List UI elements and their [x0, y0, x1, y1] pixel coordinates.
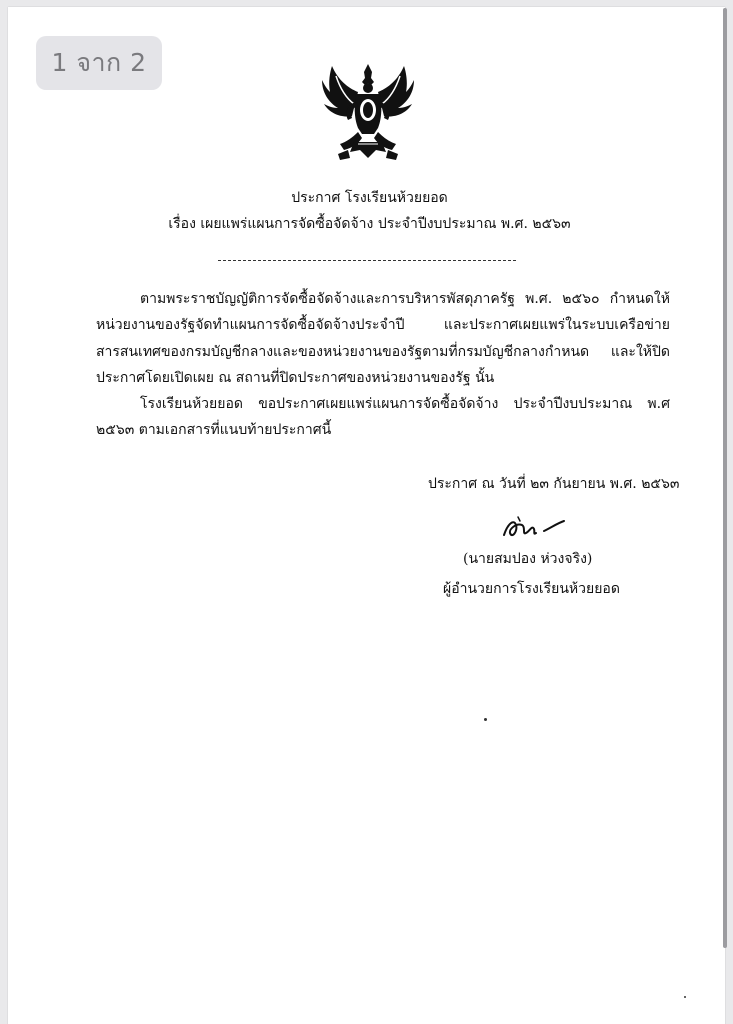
- signer-title: ผู้อำนวยการโรงเรียนห้วยยอด: [443, 581, 620, 597]
- body-paragraph-1-text: ตามพระราชบัญญัติการจัดซื้อจัดจ้างและการบริหารพัสดุภาครัฐ พ.ศ. ๒๕๖๐ กำหนดให้หน่วยงานของรัฐจัดทำแผนการจัดซื้อจัดจ้างประจำปี และประกาศเผยแพร่ในระบบเครือข่ายสารสนเทศของกรมบัญชีกลางและของหน่วยงานของรัฐตามที่กรมบัญชีกลางกำหนด และให้ปิดประกาศโดยเปิดเผย ณ สถานที่ปิดประกาศของหน่วยงานของรัฐ นั้น: [96, 291, 670, 387]
- body-paragraph-1: [96, 286, 670, 392]
- body-paragraph-2-text: โรงเรียนห้วยยอด ขอประกาศเผยแพร่แผนการจัดซื้อจัดจ้าง ประจำปีงบประมาณ พ.ศ ๒๕๖๓ ตามเอกสารที่แนบท้ายประกาศนี้: [96, 396, 670, 439]
- signer-name: (นายสมปอง ห่วงจริง): [463, 551, 593, 567]
- body-paragraph-2: [96, 391, 670, 444]
- handwritten-signature-icon: [500, 513, 570, 543]
- page-counter-badge: 1 จาก 2: [36, 36, 162, 90]
- announcement-date: ประกาศ ณ วันที่ ๒๓ กันยายน พ.ศ. ๒๕๖๓: [428, 476, 680, 492]
- scan-speck: [484, 718, 487, 721]
- separator-line: [218, 260, 516, 261]
- vertical-scrollbar[interactable]: [723, 8, 727, 948]
- announcement-subject: เรื่อง เผยแพร่แผนการจัดซื้อจัดจ้าง ประจำปีงบประมาณ พ.ศ. ๒๕๖๓: [168, 216, 571, 232]
- garuda-emblem-icon: [318, 58, 418, 164]
- announcement-title: ประกาศ โรงเรียนห้วยยอด: [291, 190, 448, 206]
- scan-speck: [684, 996, 686, 998]
